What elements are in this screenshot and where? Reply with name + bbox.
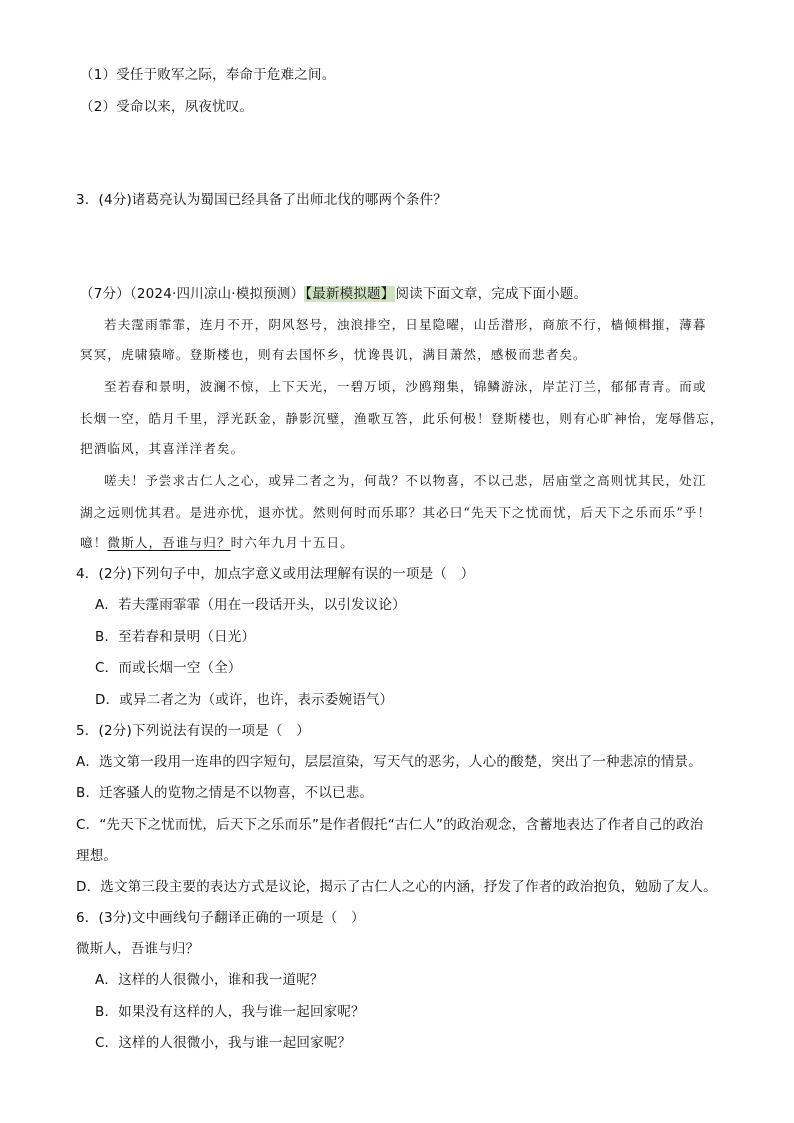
passage-p2-line1: 至若春和景明，波澜不惊，上下天光，一碧万顷，沙鸥翔集，锦鳞游泳，岸芷汀兰，郁郁青青。而或 xyxy=(104,379,707,394)
question-6-sentence: 微斯人，吾谁与归？ xyxy=(76,941,200,957)
question-5-option-c-line1: C．“先天下之忧而忧，后天下之乐而乐”是作者假托“古仁人”的政治观念，含蓄地表达了作者自己的政治 xyxy=(76,817,704,833)
passage-p3-post: 时六年九月十五日。 xyxy=(230,535,354,550)
passage-p1-line1: 若夫霪雨霏霏，连月不开，阴风怒号，浊浪排空，日星隐曜，山岳潜形，商旅不行，樯倾楫摧，薄暮 xyxy=(104,317,707,332)
passage-p3-line2: 湖之远则忧其君。是进亦忧，退亦忧。然则何时而乐耶？其必曰“先天下之忧而忧，后天下之乐而乐”乎！ xyxy=(80,505,712,520)
question-6-stem: 6．(3分)文中画线句子翻译正确的一项是（ ） xyxy=(76,910,365,926)
question-4-option-d: D．或异二者之为（或许，也许，表示委婉语气） xyxy=(95,692,394,708)
passage-p3-line1: 嗟夫！予尝求古仁人之心，或异二者之为，何哉？不以物喜，不以己悲，居庙堂之高则忧其民，处江 xyxy=(104,473,707,488)
question-5-option-a: A．选文第一段用一连串的四字短句，层层渲染，写天气的恶劣，人心的酸楚，突出了一种悲凉的情景。 xyxy=(76,754,702,770)
passage-p3-pre: 噫！ xyxy=(80,535,108,550)
section-instruction: 阅读下面文章，完成下面小题。 xyxy=(395,286,588,302)
passage-p2-line3: 把酒临风，其喜洋洋者矣。 xyxy=(80,441,245,456)
question-5-stem: 5．(2分)下列说法有误的一项是（ ） xyxy=(76,723,311,739)
question-3: 3．(4分)诸葛亮认为蜀国已经具备了出师北伐的哪两个条件？ xyxy=(76,192,448,208)
question-6-option-c: C．这样的人很微小，我与谁一起回家呢？ xyxy=(95,1035,352,1051)
section-header xyxy=(80,284,587,304)
question-4-option-b: B．至若春和景明（日光） xyxy=(95,629,256,645)
question-6-option-a: A．这样的人很微小，谁和我一道呢？ xyxy=(95,972,324,988)
passage-p1-line2: 冥冥，虎啸猿啼。登斯楼也，则有去国怀乡，忧谗畏讥，满目萧然，感极而悲者矣。 xyxy=(80,347,587,362)
prev-item-1: （1）受任于败军之际，奉命于危难之间。 xyxy=(80,67,336,83)
passage-p3-line3 xyxy=(80,533,354,553)
question-6-option-b: B．如果没有这样的人，我与谁一起回家呢？ xyxy=(95,1004,365,1020)
prev-item-2: （2）受命以来，夙夜忧叹。 xyxy=(80,99,254,115)
question-5-option-c-line2: 理想。 xyxy=(76,848,118,864)
passage-p2-line2: 长烟一空，皓月千里，浮光跃金，静影沉璧，渔歌互答，此乐何极！登斯楼也，则有心旷神怡，宠辱偕忘， xyxy=(80,411,724,426)
question-4-stem: 4．(2分)下列句子中，加点字意义或用法理解有误的一项是（ ） xyxy=(76,566,475,582)
underlined-sentence: 微斯人，吾谁与归？ xyxy=(107,535,231,550)
question-5-option-d: D．选文第三段主要的表达方式是议论，揭示了古仁人之心的内涵，抒发了作者的政治抱负，勉励了友人。 xyxy=(76,879,717,895)
question-5-option-b: B．迁客骚人的览物之情是不以物喜，不以已悲。 xyxy=(76,785,374,801)
section-source: （7分）（2024·四川凉山·模拟预测） xyxy=(80,286,305,302)
latest-mock-tag: 【最新模拟题】 xyxy=(305,286,395,302)
question-4-option-c: C．而或长烟一空（全） xyxy=(95,660,242,676)
question-4-option-a: A．若夫霪雨霏霏（用在一段话开头，以引发议论） xyxy=(95,597,406,613)
